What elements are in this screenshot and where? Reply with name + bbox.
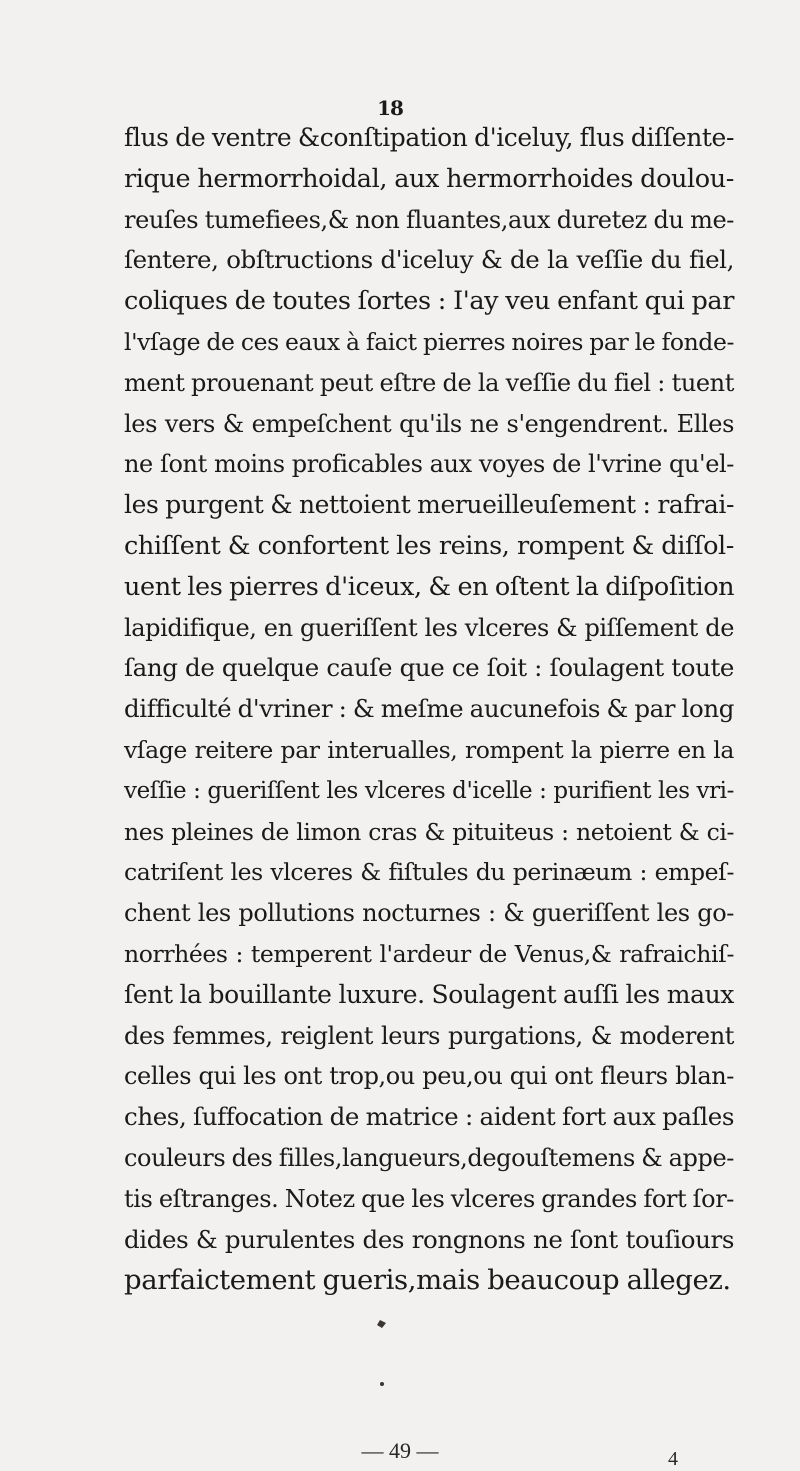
text-line: tis eſtranges. Notez que les vlceres grandes fort ſor-: [124, 1184, 734, 1213]
text-line: reuſes tumefiees,& non fluantes,aux duretez du me-: [124, 205, 734, 234]
text-line: ſang de quelque cauſe que ce ſoit : ſoulagent toute: [124, 653, 734, 683]
text-line: flus de ventre &conſtipation d'iceluy, flus diſſente-: [124, 123, 734, 152]
text-line: l'vſage de ces eaux à faict pierres noires par le fonde-: [124, 327, 734, 356]
text-line: ſent la bouillante luxure. Soulagent auſſi les maux: [124, 979, 734, 1009]
text-line: ment prouenant peut eſtre de la veſſie du fiel : tuent: [124, 368, 734, 397]
page-number: 18: [377, 96, 403, 120]
text-line: norrhées : temperent l'ardeur de Venus,& rafraichiſ-: [124, 939, 734, 968]
text-line: les purgent & nettoient merueilleuſement : rafrai-: [124, 490, 734, 520]
folio-number: — 49 —: [361, 1438, 439, 1463]
text-line: difficulté d'vriner : & meſme aucunefois & par long: [124, 694, 734, 724]
text-line: celles qui les ont trop,ou peu,ou qui ont fleurs blan-: [124, 1062, 734, 1091]
text-line: rique hermorrhoidal, aux hermorrhoides doulou-: [124, 163, 734, 194]
text-line: uent les pierres d'iceux, & en oſtent la diſpoſition: [124, 571, 735, 602]
text-line: catriſent les vlceres & fiſtules du perinæum : empeſ-: [124, 858, 734, 887]
text-line: ches, ſuffocation de matrice : aident fort aux paſles: [124, 1102, 734, 1132]
text-line: vſage reitere par interualles, rompent la pierre en la: [124, 735, 734, 764]
text-line: les vers & empeſchent qu'ils ne s'engendrent. Elles: [124, 409, 734, 438]
text-line: ſentere, obſtructions d'iceluy & de la veſſie du fiel,: [124, 245, 734, 275]
text-line: ne ſont moins proficables aux voyes de l'vrine qu'el-: [124, 450, 734, 479]
text-line: parfaictement gueris,mais beaucoup allegez.: [124, 1264, 731, 1297]
text-line: dides & purulentes des rongnons ne ſont touſiours: [124, 1224, 734, 1254]
text-line: des femmes, reiglent leurs purgations, & moderent: [124, 1021, 734, 1050]
text-line: couleurs des filles,langueurs,degouſtemens & appe-: [124, 1143, 734, 1172]
text-line: chent les pollutions nocturnes : & gueriſſent les go-: [124, 899, 734, 928]
body-text: [124, 118, 734, 1301]
signature-mark: 4: [668, 1448, 678, 1470]
text-line: lapidifique, en gueriſſent les vlceres & piſſement de: [124, 613, 734, 642]
text-line: chiſſent & confortent les reins, rompent & diſſol-: [124, 530, 734, 561]
text-line: coliques de toutes ſortes : I'ay veu enfant qui par: [124, 286, 734, 317]
text-line: nes pleines de limon cras & pituiteus : netoient & ci-: [124, 817, 734, 846]
text-line: veſſie : gueriſſent les vlceres d'icelle : purifient les vri-: [124, 777, 734, 804]
